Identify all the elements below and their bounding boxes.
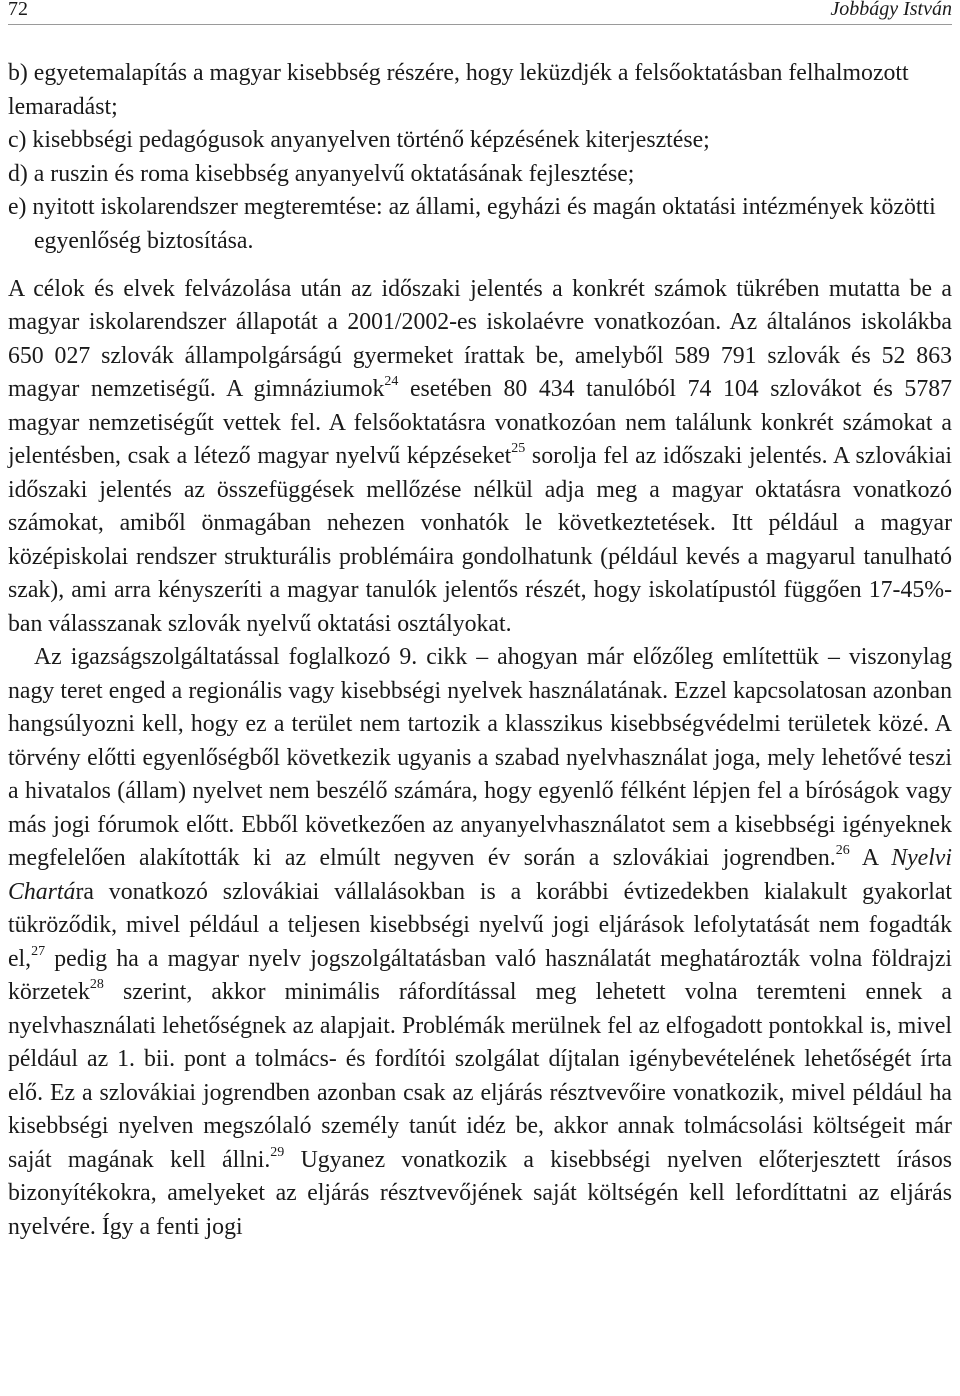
paragraph-text: Ugyanez vonatkozik a kisebbségi nyelven előterjesztett írásos bizonyítékokra, amelyeket az eljárás résztvevőjének saját költségén kell lefordíttatni az eljárás nyelvére. Így a fenti jogi: [8, 1146, 952, 1240]
paragraph-text: esetében 80 434 tanulóból 74 104 szlovákot és 5787 magyar nemzetiségűt vettek fel. A felsőoktatásra vonatkozóan nem találunk konkrét számokat a jelentésben, csak a létező magyar nyelvű képzéseket: [8, 376, 953, 470]
paragraph-text: sorolja fel az időszaki jelentés. A szlovákiai időszaki jelentés az összefüggések mellőzése nélkül adja meg a magyar oktatásra vonatkozó számokat, amiből önmagában nehezen vonhatók le következtetések. Itt például a magyar középiskolai rendszer strukturális problémáira gondolhatunk (például kevés a magyarul tanulható szak), ami arra kényszeríti a magyar tanulók jelentős részét, hogy iskolatípustól függően 17-45%-ban válasszanak szlovák nyelvű oktatási osztályokat.: [8, 443, 952, 637]
footnote-ref-28[interactable]: 28: [89, 977, 104, 993]
list-item: b) egyetemalapítás a magyar kisebbség részére, hogy leküzdjék a felsőoktatásban felhalmozott lemaradást;: [8, 60, 909, 120]
paragraph-text: A célok és elvek felvázolása után az időszaki jelentés a konkrét számok tükrében mutatta be a magyar iskolarendszer állapotát a 2001/2002-es iskolaévre vonatkozóan. Az általános iskolákba 650 027 szlovák állampolgárságú gyermeket írattak be, amelyből 589 791 szlovák és 52 863 magyar nemzetiségű. A gimnáziumok: [8, 275, 952, 403]
footnote-ref-26[interactable]: 26: [835, 843, 850, 859]
document-page: [8, 0, 952, 1244]
footnote-ref-24[interactable]: 24: [384, 374, 399, 390]
paragraph-education: [8, 273, 952, 642]
list-item: e) nyitott iskolarendszer megteremtése: az állami, egyházi és magán oktatási intézmények közötti egyenlőség biztosítása.: [8, 194, 936, 254]
running-head: [8, 0, 952, 25]
footnote-ref-27[interactable]: 27: [31, 943, 46, 959]
paragraph-text: ra vonatkozó szlovákiai vállalásokban is a korábbi évtizedekben kialakult gyakorlat tükröződik, mivel például a teljesen kisebbségi nyelvű jogi eljárások lefolytatását nem fogadták el,: [8, 878, 952, 972]
paragraph-justice: [8, 641, 952, 1244]
footnote-ref-25[interactable]: 25: [511, 441, 526, 457]
list-item: c) kisebbségi pedagógusok anyanyelven történő képzésének kiterjesztése;: [8, 127, 710, 154]
goals-list: [8, 57, 952, 259]
footnote-ref-29[interactable]: 29: [270, 1144, 285, 1160]
italic-title: Nyelvi Chartá: [8, 845, 952, 905]
paragraph-text: A: [849, 845, 892, 872]
running-head-author: Jobbágy István: [830, 0, 952, 20]
paragraph-text: szerint, akkor minimális ráfordítással meg lehetett volna teremteni ennek a nyelvhasználati lehetőségnek az alapjait. Problémák merülnek fel az elfogadott pontokkal is, mivel például az 1. bii. pont a tolmács- és fordítói szolgálat díjtalan igénybevételének lehetőségét írta elő. Ez a szlovákiai jogrendben azonban csak az eljárás résztvevőire vonatkozik, mivel például ha kisebbségi nyelven megszólaló személy tanút idéz be, akkor annak tolmácsolási költségeit már saját magának kell állni.: [8, 979, 952, 1173]
page-number: 72: [8, 0, 28, 20]
paragraph-text: Az igazságszolgáltatással foglalkozó 9. cikk – ahogyan már előzőleg említettük – viszonylag nagy teret enged a regionális vagy kisebbségi nyelvek használatának. Ezzel kapcsolatosan azonban hangsúlyozni kell, hogy ez a terület nem tartozik a klasszikus kisebbségvédelmi területek közé. A törvény előtti egyenlőségből következik ugyanis a szabad nyelvhasználat joga, mely lehetővé teszi a hivatalos (állam) nyelvet nem beszélő számára, hogy egyenlő félként lépjen fel a bíróságok vagy más jogi fórumok előtt. Ebből következően az anyanyelvhasználatot sem a kisebbségi igényeknek megfelelően alakították ki az elmúlt negyven év során a szlovákiai jogrendben.: [8, 644, 952, 872]
paragraph-text: pedig ha a magyar nyelv jogszolgáltatásban való használatát meghatározták volna földrajzi körzetek: [8, 945, 952, 1006]
list-item: d) a ruszin és roma kisebbség anyanyelvű oktatásának fejlesztése;: [8, 160, 635, 187]
